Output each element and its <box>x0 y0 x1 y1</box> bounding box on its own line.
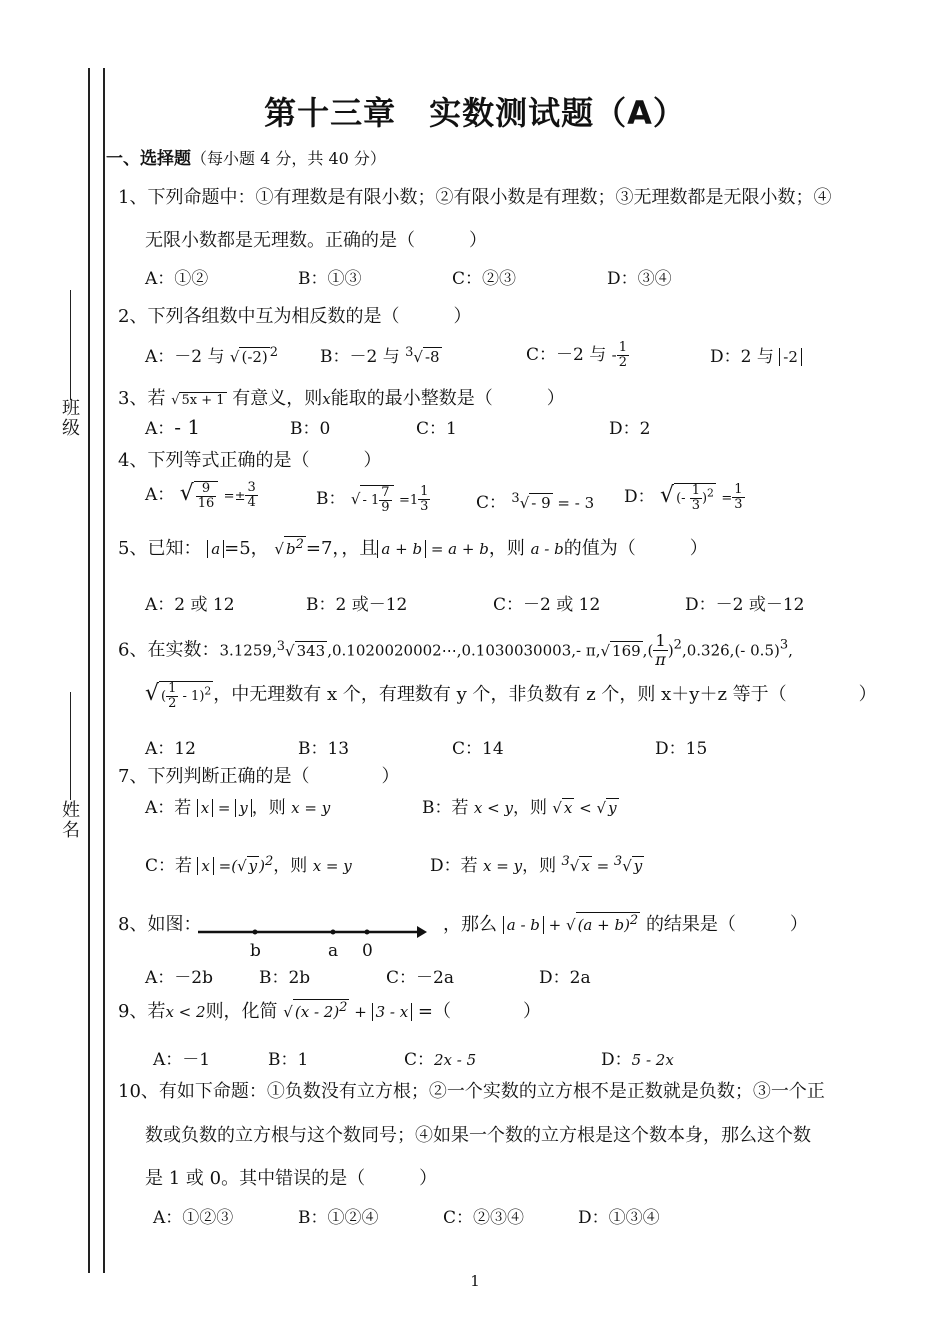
q1-line1: 1、下列命题中：①有理数是有限小数；②有限小数是有理数；③无理数都是无限小数；④ <box>118 187 832 208</box>
q7-option-c: C：若 x =(√ y )$^2$，则 x = y <box>145 854 352 876</box>
q1-option-c: C：②③ <box>452 269 517 289</box>
q9-option-d: D：5 - 2x <box>601 1050 674 1070</box>
class-blank-line <box>70 290 71 400</box>
q6-line1: 6、在实数：3.1259,$^3$√ 343 ,0.1020020002⋯,0.1030030003,- π,√ 169 ,( $\frac{1}{\pi}$ )$^2$,0.32̇6̇,(- 0.5)$^3$, <box>118 631 793 669</box>
point-a <box>331 930 336 935</box>
q4-option-a: A： √ $\frac{9}{16}$ =± $\frac{3}{4}$ <box>145 480 256 511</box>
q5-option-d: D：－2 或－12 <box>685 595 805 615</box>
q1-option-a: A：①② <box>145 269 209 289</box>
q6-line2: √ ( $\frac{1}{2}$ - 1)$^2$ ，中无理数有 x 个，有理数有 y 个，非负数有 z 个，则 x＋y＋z 等于（ ） <box>145 681 877 711</box>
class-label: 班级 <box>59 398 80 438</box>
q9-option-b: B：1 <box>268 1050 309 1070</box>
number-line-figure <box>195 920 430 964</box>
q7-option-d: D：若 x = y，则 $^3$√ x = $^3$√ y <box>430 854 643 876</box>
q8-prefix: 8、如图： <box>118 914 202 935</box>
q6-option-c: C：14 <box>452 739 504 759</box>
q3-option-a: A：- 1 <box>145 415 201 439</box>
q5-option-c: C：－2 或 12 <box>493 595 601 615</box>
q10-option-c: C：②③④ <box>443 1208 525 1228</box>
number-line-label-0: 0 <box>362 941 373 961</box>
section-heading: 一、选择题（每小题 4 分，共 40 分） <box>106 149 386 169</box>
q3-option-c: C：1 <box>416 419 457 439</box>
margin-line-outer <box>88 68 90 1273</box>
q5-option-b: B：2 或－12 <box>306 595 408 615</box>
q5-option-a: A：2 或 12 <box>145 595 235 615</box>
q4-option-b: B： √ - 1 $\frac{7}{9}$ =1 $\frac{1}{3}$ <box>316 484 429 515</box>
point-zero <box>365 930 370 935</box>
number-line-label-a: a <box>328 941 339 961</box>
q10-option-d: D：①③④ <box>578 1208 660 1228</box>
q3-option-b: B：0 <box>290 419 331 439</box>
q8-option-d: D：2a <box>539 968 591 988</box>
point-b <box>253 930 258 935</box>
q4-option-d: D： √ (- $\frac{1}{3}$ )$^2$ = $\frac{1}{3}$ <box>624 482 743 513</box>
q8-option-b: B：2b <box>259 968 311 988</box>
q10-option-a: A：①②③ <box>153 1208 234 1228</box>
q7-option-a: A：若 x = y ，则 x = y <box>145 798 331 818</box>
q10-line1: 10、有如下命题：①负数没有立方根；②一个实数的立方根不是正数就是负数；③一个正 <box>118 1081 825 1102</box>
number-line-label-b: b <box>250 941 261 961</box>
q1-line2: 无限小数都是无理数。正确的是（ ） <box>145 230 487 251</box>
name-label: 姓名 <box>59 800 80 840</box>
q5-stem: 5、已知： a =5， √ $b^2 =7$，，且 a + b = a + b，则 a - b的值为（ ） <box>118 537 708 559</box>
q8-option-c: C：－2a <box>386 968 454 988</box>
q10-option-b: B：①②④ <box>298 1208 379 1228</box>
q6-option-d: D：15 <box>655 739 708 759</box>
q1-option-d: D：③④ <box>607 269 672 289</box>
q8-option-a: A：－2b <box>145 968 213 988</box>
q8-stem: ，那么 a - b + √ $(a + b)^2$ 的结果是（ ） <box>443 913 808 935</box>
q1-option-b: B：①③ <box>298 269 362 289</box>
page-title: 第十三章 实数测试题（A） <box>264 94 686 132</box>
name-blank-line <box>70 692 71 800</box>
q3-stem: 3、若 √ 5x + 1 有意义，则x能取的最小整数是（ ） <box>118 388 565 409</box>
q4-stem: 4、下列等式正确的是（ ） <box>118 450 382 471</box>
q6-option-a: A：12 <box>145 739 196 759</box>
number-line-arrow <box>417 926 427 938</box>
q10-line3: 是 1 或 0。其中错误的是（ ） <box>145 1168 438 1189</box>
q7-stem: 7、下列判断正确的是（ ） <box>118 766 400 787</box>
q2-option-d: D：2 与 -2 <box>710 342 802 367</box>
q2-option-b: B：－2 与 $^3$√ -8 <box>320 345 440 367</box>
q2-option-a: A：－2 与 √ (-2) $^2$ <box>145 345 279 367</box>
margin-line-inner <box>103 68 105 1273</box>
q7-option-b: B：若 x < y，则 √ x < √ y <box>422 798 617 818</box>
page-number: 1 <box>470 1272 480 1290</box>
q2-stem: 2、下列各组数中互为相反数的是（ ） <box>118 306 472 327</box>
q9-option-c: C：2x - 5 <box>404 1050 477 1070</box>
q9-stem: 9、若x < 2则，化简 √ (x - 2)$^2$ + 3 - x =（ ） <box>118 1000 541 1022</box>
q6-option-b: B：13 <box>298 739 350 759</box>
q4-option-c: C： $^3$√ - 9 = - 3 <box>476 491 595 513</box>
q3-option-d: D：2 <box>609 419 651 439</box>
q10-line2: 数或负数的立方根与这个数同号；④如果一个数的立方根是这个数本身，那么这个数 <box>145 1125 811 1146</box>
q9-option-a: A：－1 <box>153 1050 211 1070</box>
q2-option-c: C：－2 与 - $\frac{1}{2}$ <box>526 340 627 370</box>
